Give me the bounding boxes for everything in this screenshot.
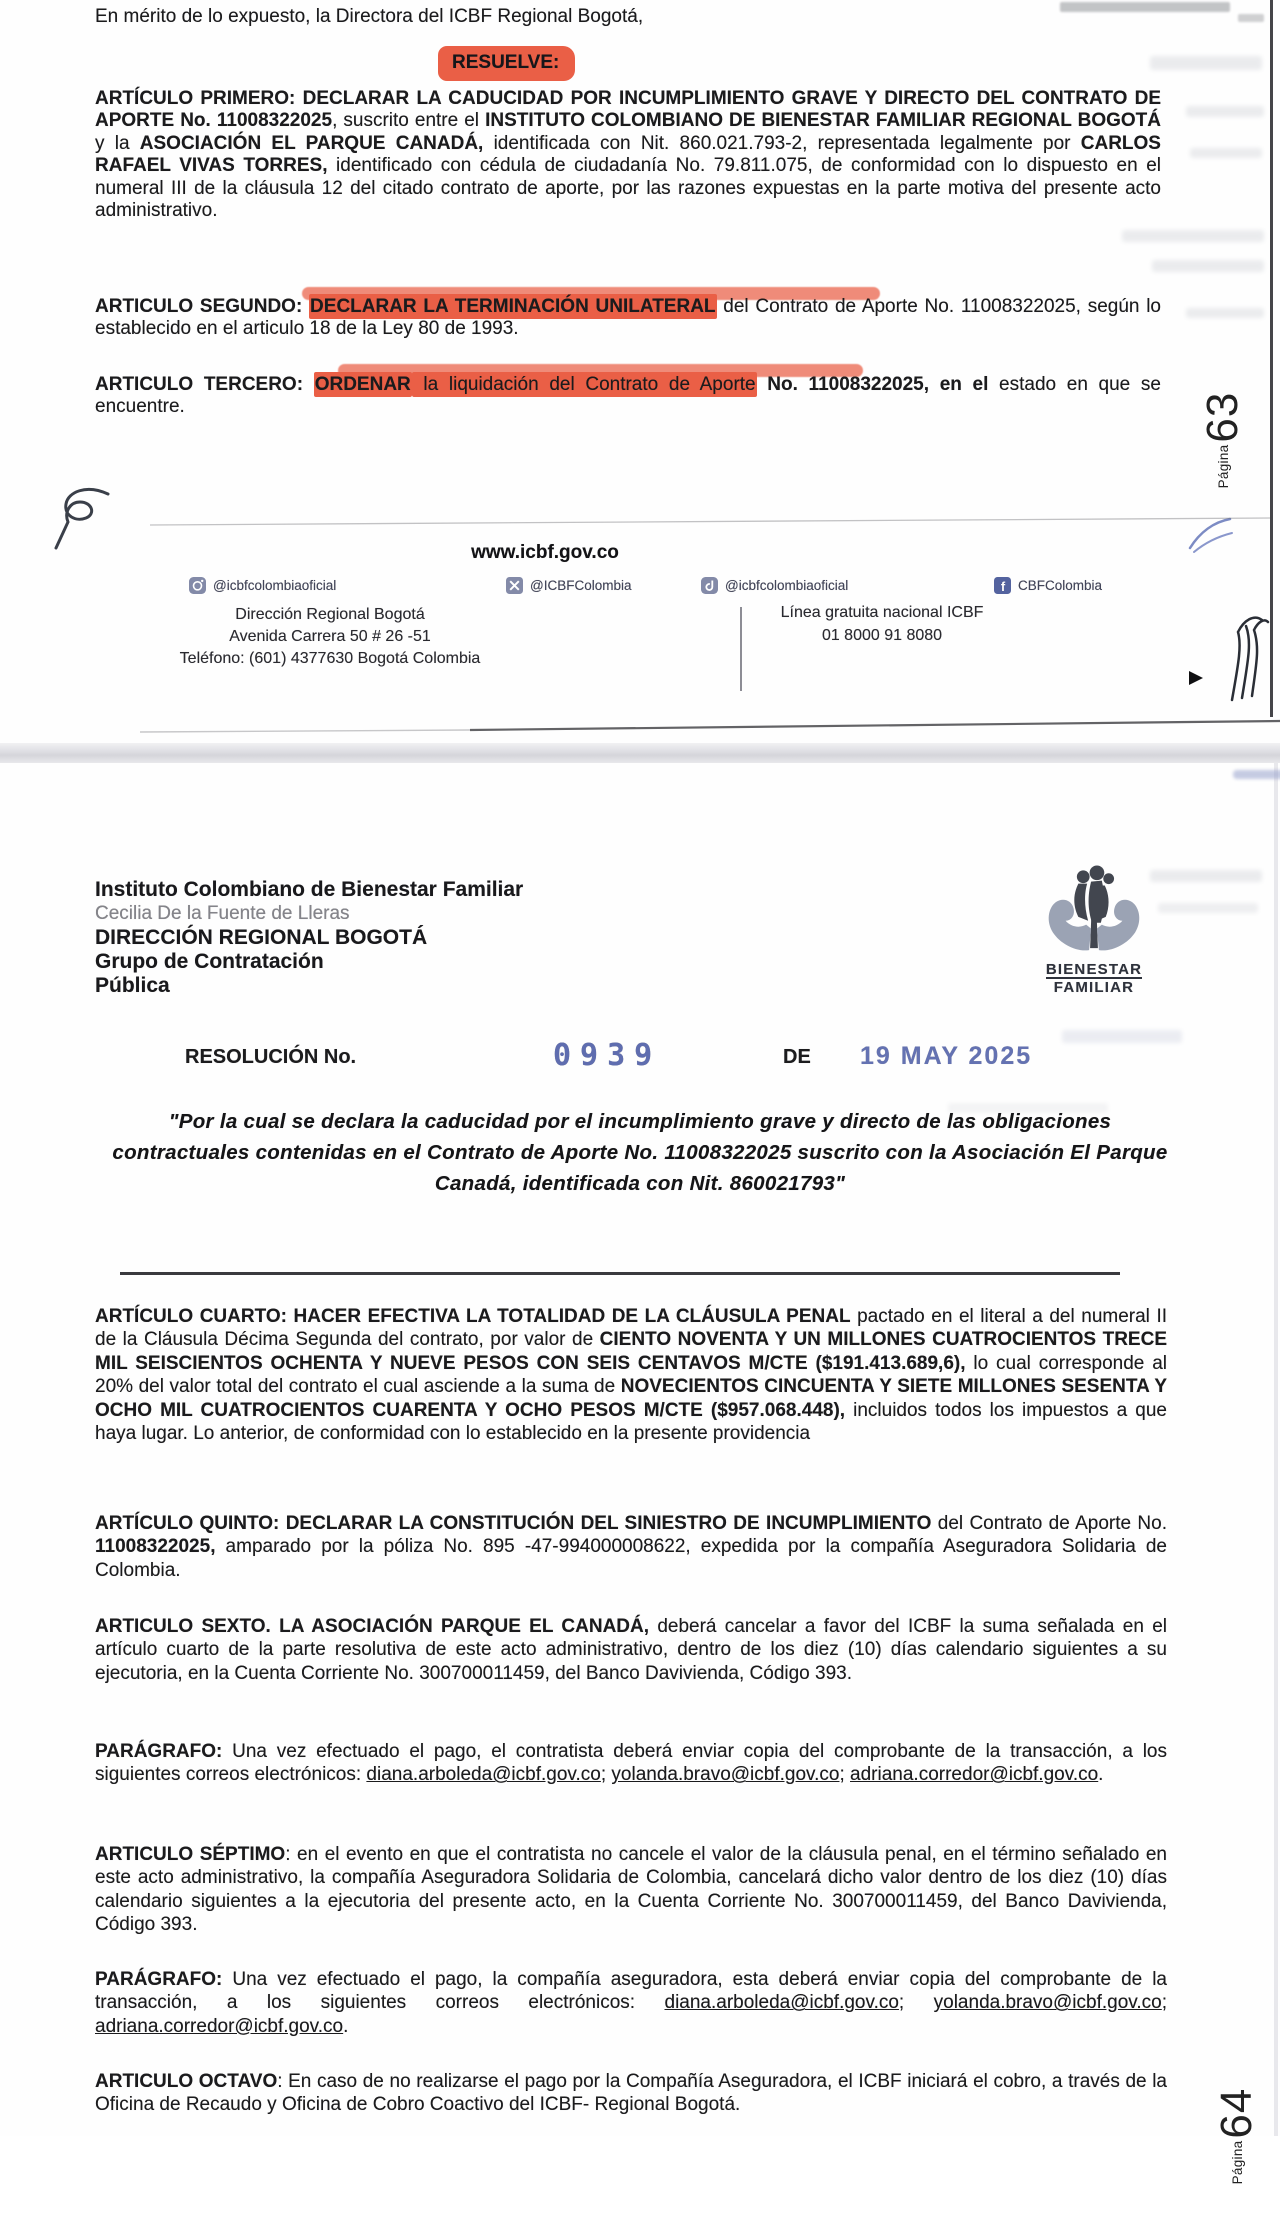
org-subtitle: Cecilia De la Fuente de Lleras <box>95 903 350 924</box>
logo-text-line1: BIENESTAR <box>1045 961 1143 978</box>
text-segment: amparado por la póliza No. 895 -47-994000008622, expedida por la compañía Aseguradora Solidaria de Colombia. <box>95 1536 1167 1581</box>
bleed-through-ghost <box>1238 14 1264 22</box>
text-segment: identificada con Nit. 860.021.793-2, representada legalmente por <box>483 132 1081 154</box>
text-segment: ARTÍCULO PRIMERO: DECLARAR LA CADUCIDAD POR INCUMPLIMIENTO GRAVE Y DIRECTO DEL CONTRATO DE APORTE No. 11008322025 <box>95 88 1161 132</box>
text-segment: CIENTO NOVENTA Y UN MILLONES CUATROCIENTOS TRECE MIL SEISCIENTOS OCHENTA Y NUEVE PESOS CON SEIS CENTAVOS M/CTE ($191.413.689,6), <box>95 1329 1168 1374</box>
website-url: www.icbf.gov.co <box>471 542 619 563</box>
text-segment: NOVECIENTOS CINCUENTA Y SIETE MILLONES SESENTA Y OCHO MIL CUATROCIENTOS CUARENTA Y OCHO PESOS M/CTE ($957.068.448), <box>95 1376 1167 1421</box>
text-segment: Una vez efectuado el pago, la compañía aseguradora, esta deberá enviar copia del comprobante de la transacción, a los siguientes correos electrónicos: <box>95 1969 1167 2014</box>
text-segment: , suscrito entre el <box>332 110 486 132</box>
bleed-through-ghost <box>1062 1030 1182 1043</box>
bleed-through-ghost <box>1186 308 1264 318</box>
articulo-quinto-paragraph <box>95 1512 1167 1582</box>
bleed-through-ghost <box>1150 870 1262 882</box>
text-segment: ARTICULO SÉPTIMO <box>95 1844 286 1865</box>
footer-divider-line <box>150 514 1272 528</box>
text-segment: 11008322025, <box>95 1536 216 1558</box>
resolution-number-stamp: 0939 <box>553 1038 662 1073</box>
articulo-sexto-paragraph <box>95 1615 1167 1685</box>
bleed-through-ghost <box>1233 770 1280 779</box>
text-segment: del Contrato de Aporte No. <box>931 1513 1167 1534</box>
articulo-primero-paragraph <box>95 88 1161 222</box>
social-facebook <box>993 576 1102 595</box>
x-icon <box>505 576 524 595</box>
page-number-value: 63 <box>1198 391 1247 443</box>
address-line: Teléfono: (601) 4377630 Bogotá Colombia <box>179 650 481 667</box>
icbf-hands-family-icon <box>1042 864 1146 956</box>
bleed-through-ghost <box>1152 260 1264 272</box>
articulo-cuarto-paragraph <box>95 1305 1167 1445</box>
page-label: Página <box>1215 444 1231 489</box>
tiktok-icon <box>700 576 719 595</box>
articulo-tercero-paragraph <box>95 374 1161 419</box>
text-segment: CARLOS RAFAEL VIVAS TORRES, <box>95 132 1161 177</box>
text-segment: ARTICULO TERCERO: <box>95 374 314 395</box>
intro-paragraph: En mérito de lo expuesto, la Directora del ICBF Regional Bogotá, <box>95 6 644 27</box>
text-segment: del Contrato de Aporte No. 11008322025, según lo establecido en el articulo 18 de la Ley 80 de 1993. <box>95 296 1162 340</box>
page-number-value: 64 <box>1212 2087 1261 2139</box>
email-link[interactable]: yolanda.bravo@icbf.gov.co <box>611 1764 840 1786</box>
resolution-connector: DE <box>783 1046 811 1068</box>
text-segment: ; <box>1161 1992 1167 2014</box>
scan-page-edge <box>1270 0 1273 717</box>
bleed-through-ghost <box>1060 2 1230 12</box>
hotline-line: Línea gratuita nacional ICBF <box>780 604 984 621</box>
page-separator <box>0 743 1280 765</box>
social-handle: @icbfcolombiaoficial <box>725 578 849 593</box>
bleed-through-ghost <box>1186 106 1264 117</box>
email-link[interactable]: adriana.corredor@icbf.gov.co <box>850 1764 1099 1786</box>
cursor-arrow <box>1188 670 1204 686</box>
logo-text-line2: FAMILIAR <box>1053 979 1135 996</box>
email-link[interactable]: adriana.corredor@icbf.gov.co <box>95 2015 344 2037</box>
svg-text:f: f <box>1000 579 1006 594</box>
bleed-through-ghost <box>1150 56 1262 70</box>
paragrafo-paragraph <box>95 1740 1167 1787</box>
text-segment: y la <box>95 132 140 154</box>
facebook-icon <box>993 576 1012 595</box>
resolution-date-stamp: 19 MAY 2025 <box>860 1042 1033 1070</box>
email-link[interactable]: diana.arboleda@icbf.gov.co <box>366 1764 601 1786</box>
articulo-octavo-paragraph <box>95 2070 1167 2117</box>
page-number-64 <box>1209 2051 1265 2221</box>
group-line: Pública <box>95 974 170 997</box>
icbf-logo <box>1042 864 1146 996</box>
group-line: Grupo de Contratación <box>95 950 324 973</box>
scan-page-edge <box>1274 763 1278 2136</box>
social-x <box>505 576 631 595</box>
text-segment: PARÁGRAFO: <box>95 1741 223 1762</box>
bleed-through-ghost <box>1122 230 1264 242</box>
text-segment: deberá cancelar a favor del ICBF la suma señalada en el artículo cuarto de la parte resolutiva de este acto administrativo, dentro de los diez (10) días calendario siguientes a su ejecutoria, en la Cuenta Corriente No. 300700011459, del Banco Davivienda, Código 393. <box>95 1616 1167 1684</box>
bleed-through-ghost <box>948 1103 1108 1113</box>
social-handle: @ICBFColombia <box>530 578 632 593</box>
articulo-segundo-paragraph <box>95 296 1161 341</box>
org-name: Instituto Colombiano de Bienestar Familiar <box>95 878 524 901</box>
text-segment: ARTICULO SEGUNDO: <box>95 296 310 317</box>
address-line: Dirección Regional Bogotá <box>235 606 425 623</box>
social-instagram <box>188 576 336 595</box>
text-segment: ASOCIACIÓN EL PARQUE CANADÁ, <box>139 132 484 154</box>
text-segment: ; <box>898 1992 934 2014</box>
text-segment: ; <box>839 1764 851 1786</box>
text-segment: . <box>343 2015 349 2037</box>
text-segment: No. 11008322025, en el <box>756 374 989 395</box>
address-line: Avenida Carrera 50 # 26 -51 <box>229 628 431 645</box>
page-label: Página <box>1229 2140 1245 2185</box>
email-link[interactable]: diana.arboleda@icbf.gov.co <box>664 1992 899 2014</box>
text-segment: incluidos todos los impuestos a que haya lugar. Lo anterior, de conformidad con lo establecido en la presente providencia <box>95 1399 1168 1445</box>
hotline-line: 01 8000 91 8080 <box>821 627 943 644</box>
social-handle: CBFColombia <box>1018 578 1103 593</box>
text-segment: pactado en el literal a del numeral II de la Cláusula Décima Segunda del contrato, por valor de <box>95 1306 1168 1351</box>
page-bottom-edge <box>140 712 1280 738</box>
email-link[interactable]: yolanda.bravo@icbf.gov.co <box>933 1992 1162 2014</box>
title-divider-rule <box>120 1272 1120 1275</box>
resolution-title: "Por la cual se declara la caducidad por el incumplimiento grave y directo de las obligaciones contractuales contenidas en el Contrato de Aporte No. 11008322025 suscrito con la Asociación El Parque Canadá, identificada con Nit. 860021793" <box>112 1110 1168 1195</box>
resuelve-heading: RESUELVE: <box>438 46 575 81</box>
regional-address-block <box>140 604 520 670</box>
text-segment: estado en que se encuentre. <box>95 374 1161 418</box>
text-segment: ; <box>600 1764 612 1786</box>
text-segment: ARTÍCULO CUARTO: HACER EFECTIVA LA TOTALIDAD DE LA CLÁUSULA PENAL <box>95 1306 851 1327</box>
paragrafo-paragraph <box>95 1968 1167 2038</box>
page-number-63 <box>1195 355 1251 525</box>
pen-scribble <box>1218 606 1278 706</box>
bleed-through-ghost <box>1190 148 1262 158</box>
hotline-block <box>762 601 1002 647</box>
social-tiktok <box>700 576 848 595</box>
text-segment: : en el evento en que el contratista no cancele el valor de la cláusula penal, en el término señalado en este acto administrativo, la compañía Aseguradora Solidaria de Colombia, cancelará dicho valor dentro de los diez (10) días calendario siguientes a la ejecutoria del presente acto, en la Cuenta Corriente No. 300700011459, del Banco Davivienda, Código 393. <box>95 1844 1167 1936</box>
bleed-through-ghost <box>1158 903 1258 913</box>
text-segment: la liquidación del Contrato de Aporte <box>412 374 756 395</box>
resolution-label: RESOLUCIÓN No. <box>185 1046 357 1068</box>
text-segment: ORDENAR <box>314 374 411 395</box>
text-segment: ARTICULO SEXTO. LA ASOCIACIÓN PARQUE EL CANADÁ, <box>95 1616 650 1637</box>
footer-vertical-divider <box>740 607 742 691</box>
text-segment: lo cual corresponde al 20% del valor total del contrato el cual asciende a la suma de <box>95 1352 1167 1398</box>
text-segment: DECLARAR LA TERMINACIÓN UNILATERAL <box>310 296 716 317</box>
text-segment: PARÁGRAFO: <box>95 1969 223 1990</box>
articulo-septimo-paragraph <box>95 1843 1167 1937</box>
text-segment: INSTITUTO COLOMBIANO DE BIENESTAR FAMILIAR REGIONAL BOGOTÁ <box>485 110 1162 132</box>
social-handle: @icbfcolombiaoficial <box>213 578 337 593</box>
text-segment: ARTICULO OCTAVO <box>95 2071 278 2092</box>
text-segment: . <box>1098 1764 1104 1786</box>
division-name: DIRECCIÓN REGIONAL BOGOTÁ <box>95 926 428 949</box>
text-segment: identificado con cédula de ciudadanía No. 79.811.075, de conformidad con lo dispuesto en el numeral III de la cláusula 12 del citado contrato de aporte, por las razones expuestas en la parte motiva del presente acto administrativo. <box>95 155 1161 222</box>
instagram-icon <box>188 576 207 595</box>
text-segment: ARTÍCULO QUINTO: DECLARAR LA CONSTITUCIÓN DEL SINIESTRO DE INCUMPLIMIENTO <box>95 1513 932 1534</box>
text-segment: : En caso de no realizarse el pago por la Compañía Aseguradora, el ICBF iniciará el cobro, a través de la Oficina de Recaudo y Oficina de Cobro Coactivo del ICBF- Regional Bogotá. <box>95 2071 1167 2116</box>
text-segment: Una vez efectuado el pago, el contratista deberá enviar copia del comprobante de la transacción, a los siguientes correos electrónicos: <box>95 1741 1167 1786</box>
